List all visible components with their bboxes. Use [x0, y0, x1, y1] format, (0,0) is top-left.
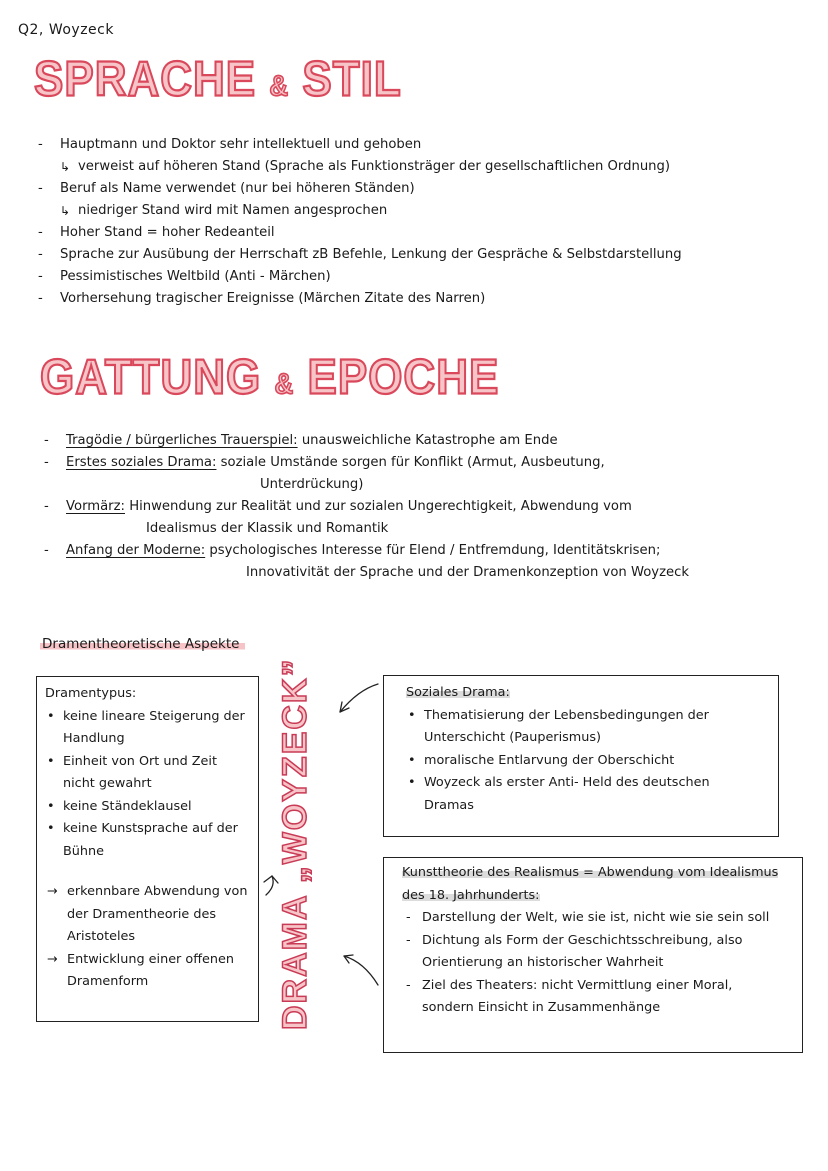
heading-word-1: GATTUNG: [40, 350, 262, 405]
heading-ampersand: &: [274, 366, 295, 401]
drama-woyzeck-title: DRAMA „WOYZECK”: [276, 657, 314, 1030]
box-title-text: Soziales Drama:: [406, 685, 510, 700]
list-item: • keine Kunstsprache auf der Bühne: [45, 818, 250, 863]
list-item: - Hoher Stand = hoher Redeanteil: [34, 222, 682, 244]
list-item-sub: ↳ verweist auf höheren Stand (Sprache als Funktionsträger der gesellschaftlichen Ordnung): [34, 156, 682, 178]
list-item: → erkennbare Abwendung von der Dramentheorie des Aristoteles: [45, 881, 250, 949]
box-title-text: Kunsttheorie des Realismus = Abwendung vom Idealismus des 18. Jahrhunderts:: [402, 865, 779, 903]
heading-word-2: STIL: [302, 52, 402, 107]
list-item: • Einheit von Ort und Zeit nicht gewahrt: [45, 751, 250, 796]
list-item-sub: ↳ niedriger Stand wird mit Namen angesprochen: [34, 200, 682, 222]
heading-ampersand: &: [269, 68, 290, 103]
list-item: • keine Ständeklausel: [45, 796, 250, 819]
heading-word-1: SPRACHE: [34, 52, 257, 107]
list-item: - Vorhersehung tragischer Ereignisse (Märchen Zitate des Narren): [34, 288, 682, 310]
list-item: - Hauptmann und Doktor sehr intellektuell und gehoben: [34, 134, 682, 156]
term-text-cont: Idealismus der Klassik und Romantik: [146, 521, 389, 536]
term-text-cont: Unterdrückung): [260, 477, 364, 492]
heading-word-2: EPOCHE: [307, 350, 500, 405]
term-text: soziale Umstände sorgen für Konflikt (Armut, Ausbeutung,: [220, 455, 605, 470]
list-item: - Darstellung der Welt, wie sie ist, nicht wie sie sein soll: [402, 907, 784, 930]
list-item: - Ziel des Theaters: nicht Vermittlung einer Moral, sondern Einsicht in Zusammenhänge: [402, 975, 784, 1020]
term-text: Hinwendung zur Realität und zur sozialen Ungerechtigkeit, Abwendung vom: [129, 499, 632, 514]
arrow-to-left: [266, 876, 273, 895]
term-text: psychologisches Interesse für Elend / Entfremdung, Identitätskrisen;: [209, 543, 661, 558]
list-item: • Thematisierung der Lebensbedingungen der Unterschicht (Pauperismus): [406, 705, 756, 750]
course-label: Q2, Woyzeck: [18, 22, 114, 38]
term: Vormärz:: [66, 499, 125, 514]
term: Erstes soziales Drama:: [66, 455, 217, 470]
list-item: - Sprache zur Ausübung der Herrschaft zB Befehle, Lenkung der Gespräche & Selbstdarstellung: [34, 244, 682, 266]
list-item: - Dichtung als Form der Geschichtsschreibung, also Orientierung an historischer Wahrheit: [402, 930, 784, 975]
term-text-cont: Innovativität der Sprache und der Dramenkonzeption von Woyzeck: [246, 565, 690, 580]
list-item: • Woyzeck als erster Anti- Held des deutschen Dramas: [406, 772, 756, 817]
term: Tragödie / bürgerliches Trauerspiel:: [66, 433, 298, 448]
list-item: • moralische Entlarvung der Oberschicht: [406, 750, 756, 773]
box-title: Dramentypus:: [45, 686, 137, 701]
section-label-dramentheorie: Dramentheoretische Aspekte: [40, 636, 245, 652]
arrow-to-top-right: [340, 684, 378, 712]
list-item: • keine lineare Steigerung der Handlung: [45, 706, 250, 751]
list-item: - Pessimistisches Weltbild (Anti - Märchen): [34, 266, 682, 288]
arrow-to-bottom-right: [344, 956, 378, 985]
term-text: unausweichliche Katastrophe am Ende: [301, 433, 558, 448]
list-item: - Beruf als Name verwendet (nur bei höheren Ständen): [34, 178, 682, 200]
term: Anfang der Moderne:: [66, 543, 206, 558]
list-item: → Entwicklung einer offenen Dramenform: [45, 949, 250, 994]
